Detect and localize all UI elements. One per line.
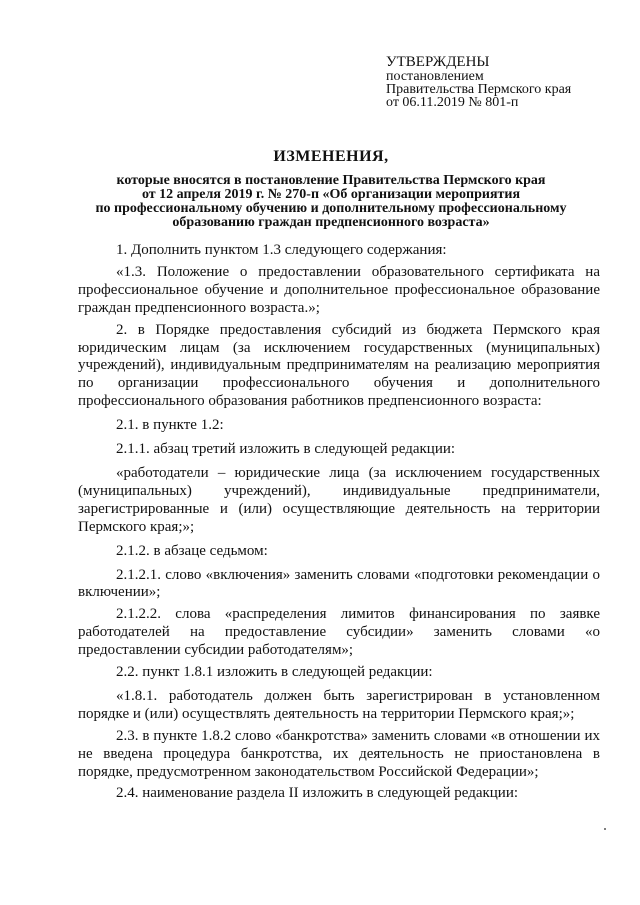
approval-line: Правительства Пермского края	[386, 82, 572, 97]
paragraph-item-2-3: 2.3. в пункте 1.8.2 слово «банкротства» заменить словами «в отношении их не введена процедура банкротства, их деятельность не приостановлена в порядке, предусмотренном законодательством Российской Федерации»;	[78, 727, 600, 780]
paragraph-quote-employers: «работодатели – юридические лица (за исключением государственных (муниципальных) учреждений), индивидуальные предприниматели, зарегистрированные и (или) осуществляющие деятельность на территории Пермского края;»;	[78, 464, 600, 535]
approval-line: постановлением	[386, 69, 484, 84]
paragraph-item-2-1: 2.1. в пункте 1.2:	[116, 417, 224, 434]
scan-speck	[604, 828, 606, 830]
paragraph-item-2-1-1: 2.1.1. абзац третий изложить в следующей редакции:	[116, 441, 456, 458]
approval-stamp	[386, 54, 571, 109]
document-body	[78, 242, 600, 803]
paragraph-item-2-1-2-2: 2.1.2.2. слова «распределения лимитов финансирования по заявке работодателей на предоставление субсидии» заменить словами «о предоставлении субсидии работодателям»;	[78, 606, 600, 659]
subtitle-line: от 12 апреля 2019 г. № 270-п «Об организации мероприятия	[141, 187, 521, 202]
paragraph-item-1-3: «1.3. Положение о предоставлении образовательного сертификата на профессиональное обучение и дополнительное профессиональное образование граждан предпенсионного возраста.»;	[78, 263, 600, 316]
paragraph-item-2-1-2: 2.1.2. в абзаце седьмом:	[116, 542, 268, 559]
paragraph-item-2-4: 2.4. наименование раздела II изложить в следующей редакции:	[116, 785, 519, 802]
document-title: ИЗМЕНЕНИЯ,	[273, 148, 389, 165]
paragraph-item-2-1-2-1: 2.1.2.1. слово «включения» заменить словами «подготовки рекомендации о включении»;	[78, 566, 600, 601]
subtitle-line: которые вносятся в постановление Правительства Пермского края	[116, 173, 546, 188]
approval-date-number: от 06.11.2019 № 801-п	[386, 95, 519, 110]
document-subtitle	[60, 174, 602, 230]
approval-heading: УТВЕРЖДЕНЫ	[386, 54, 490, 70]
paragraph-quote-1-8-1: «1.8.1. работодатель должен быть зарегистрирован в установленном порядке и (или) осуществлять деятельность на территории Пермского края;»;	[78, 687, 600, 722]
paragraph-item-2: 2. в Порядке предоставления субсидий из бюджета Пермского края юридическим лицам (за исключением государственных (муниципальных) учреждений), индивидуальным предпринимателям на реализацию мероприятия по организации профессионального обучения и дополнительного профессионального образования работников предпенсионного возраста:	[78, 321, 600, 410]
paragraph-item-2-2: 2.2. пункт 1.8.1 изложить в следующей редакции:	[116, 664, 433, 681]
paragraph-item-1: 1. Дополнить пунктом 1.3 следующего содержания:	[116, 242, 447, 258]
subtitle-line: по профессиональному обучению и дополнительному профессиональному	[95, 201, 567, 216]
subtitle-line: образованию граждан предпенсионного возраста»	[172, 215, 490, 230]
